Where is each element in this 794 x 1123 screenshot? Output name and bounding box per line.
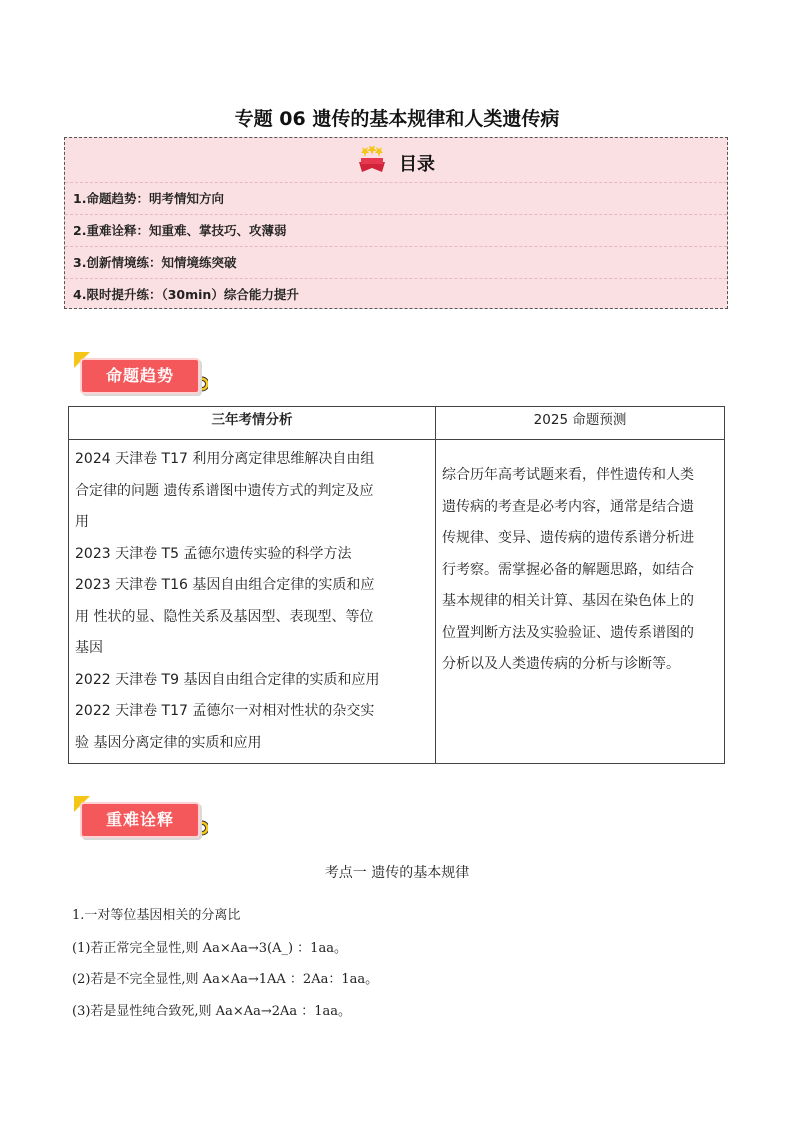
section-label: 重难诠释 (105, 810, 174, 829)
analysis-line: 用 (75, 514, 89, 530)
prediction-line: 基本规律的相关计算、基因在染色体上的 (442, 593, 694, 609)
toc-item[interactable] (65, 247, 727, 279)
award-ribbon-icon (357, 146, 387, 174)
point-title: 考点一 遗传的基本规律 (324, 865, 470, 881)
toc-item-name: 命题趋势： (86, 191, 149, 206)
toc-item-number: 1. (73, 191, 87, 206)
analysis-line: 合定律的问题 遗传系谱图中遗传方式的判定及应 (75, 482, 374, 499)
toc-item[interactable] (65, 183, 727, 215)
analysis-line: 2022 天津卷 T17 孟德尔一对相对性状的杂交实 (75, 703, 375, 719)
toc-item-desc: （30min）综合能力提升 (161, 287, 299, 302)
analysis-cell (69, 440, 436, 764)
body-paragraph: 1.一对等位基因相关的分离比 (72, 908, 241, 923)
analysis-line: 2023 天津卷 T5 孟德尔遗传实验的科学方法 (75, 545, 352, 562)
prediction-line: 传规律、变异、遗传病的遗传系谱分析进 (442, 530, 694, 546)
prediction-line: 遗传病的考查是必考内容，通常是结合遗 (442, 498, 694, 515)
toc-item-desc: 明考情知方向 (148, 191, 224, 206)
analysis-line: 用 性状的显、隐性关系及基因型、表现型、等位 (75, 608, 374, 625)
analysis-line: 验 基因分离定律的实质和应用 (75, 734, 262, 751)
toc-item-desc: 知情境练突破 (161, 255, 237, 270)
prediction-cell (436, 440, 725, 764)
table-row (69, 440, 725, 764)
toc-item-name: 限时提升练： (86, 287, 162, 302)
header-left: 三年考情分析 (69, 407, 436, 440)
toc-item-number: 2. (73, 223, 87, 238)
toc-item[interactable] (65, 279, 727, 310)
toc-item-name: 创新情境练： (86, 255, 162, 270)
analysis-line: 2022 天津卷 T9 基因自由组合定律的实质和应用 (75, 671, 380, 688)
section-tag-trend (68, 350, 208, 398)
exam-analysis-table (68, 406, 725, 764)
section-label: 命题趋势 (105, 366, 174, 385)
toc-item[interactable] (65, 215, 727, 247)
toc-item-number: 4. (73, 287, 87, 302)
toc-heading: 目录 (399, 154, 435, 175)
toc-item-name: 重难诠释： (86, 223, 149, 238)
page-title: 专题 06 遗传的基本规律和人类遗传病 (234, 108, 560, 130)
body-paragraph: (2)若是不完全显性,则 Aa×Aa→1AA ：2Aa：1aa。 (72, 972, 379, 987)
analysis-line: 2023 天津卷 T16 基因自由组合定律的实质和应 (75, 577, 375, 593)
toc-header (65, 138, 727, 183)
prediction-line: 分析以及人类遗传病的分析与诊断等。 (442, 656, 680, 672)
body-paragraph: (1)若正常完全显性,则 Aa×Aa→3(A_) ：1aa。 (72, 941, 347, 956)
analysis-line: 2024 天津卷 T17 利用分离定律思维解决自由组 (75, 451, 375, 467)
table-of-contents (64, 137, 728, 309)
body-paragraph: (3)若是显性纯合致死,则 Aa×Aa→2Aa ：1aa。 (72, 1004, 352, 1019)
table-header-row (69, 407, 725, 440)
section-tag-key-points (68, 794, 208, 842)
header-right: 2025 命题预测 (436, 407, 725, 440)
analysis-line: 基因 (75, 640, 103, 656)
toc-item-number: 3. (73, 255, 87, 270)
prediction-line: 综合历年高考试题来看，伴性遗传和人类 (442, 467, 694, 483)
prediction-line: 位置判断方法及实验验证、遗传系谱图的 (442, 624, 694, 641)
toc-item-desc: 知重难、掌技巧、攻薄弱 (148, 223, 287, 238)
prediction-line: 行考察。需掌握必备的解题思路，如结合 (442, 561, 694, 578)
